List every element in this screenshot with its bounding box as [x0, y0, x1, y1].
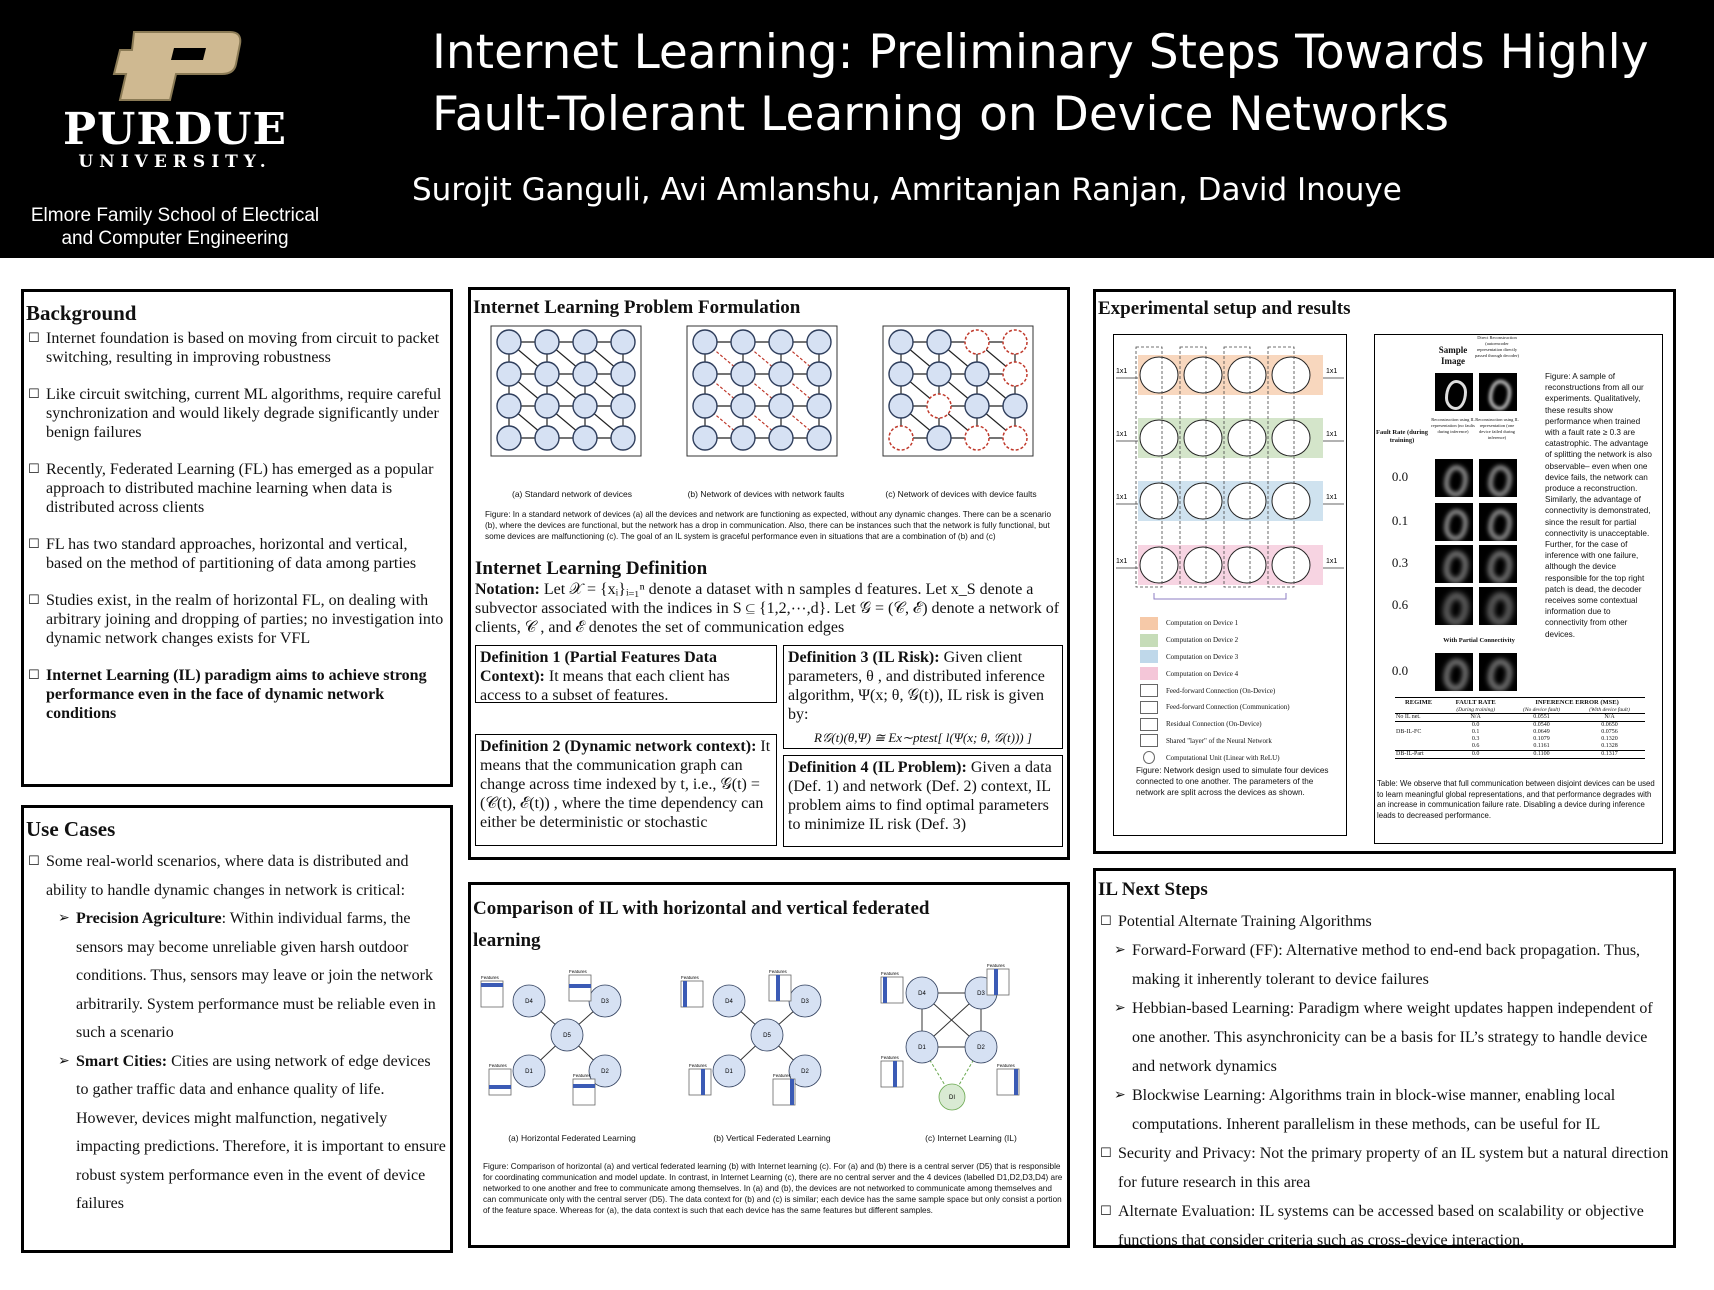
- io-label: 1x1: [1326, 558, 1338, 565]
- recon-image-no-fault: [1435, 653, 1473, 691]
- background-list: [28, 329, 446, 741]
- device-node: [965, 330, 989, 354]
- data-partition: [481, 983, 503, 987]
- figure-label: (a) Standard network of devices: [511, 489, 632, 499]
- use-cases-panel: [21, 805, 453, 1253]
- computational-unit: [1228, 357, 1266, 393]
- computational-unit: [1272, 547, 1310, 583]
- arrow-bullet-icon: ➢: [1114, 1088, 1126, 1103]
- arrow-bullet-icon: ➢: [1114, 943, 1126, 958]
- list-item-text: Blockwise Learning: Algorithms train in block-wise manner, enabling local computations. Inherent parallelism in these methods, can be useful for IL: [1132, 1087, 1616, 1133]
- checkbox-bullet-icon: ☐: [28, 668, 40, 683]
- legend-swatch: [1140, 684, 1158, 697]
- checkbox-bullet-icon: ☐: [28, 462, 40, 477]
- device-node: [535, 394, 559, 418]
- list-item-text: Forward-Forward (FF): Alternative method to end-end back propagation. Thus, making it inherently tolerant to device failures: [1132, 942, 1641, 988]
- background-heading: Background: [26, 301, 137, 325]
- reconstruction-figure: [1374, 334, 1663, 844]
- data-partition: [489, 1085, 511, 1089]
- legend-item: [1140, 716, 1340, 733]
- partial-connectivity-label: With Partial Connectivity: [1443, 637, 1515, 644]
- list-item: [1100, 1197, 1669, 1255]
- sample-image-label: Sample Image: [1438, 345, 1468, 366]
- table-cell: 0.1: [1471, 729, 1480, 735]
- table-cell: 0.3: [1471, 736, 1480, 742]
- table-cell: 0.0540: [1533, 722, 1550, 728]
- recon-device-label: Reconstruction using IL representation (one device failed during inference): [1475, 417, 1519, 440]
- experiments-panel: [1093, 289, 1676, 854]
- node-label: D2: [801, 1069, 809, 1075]
- definition-2-box: Definition 2 (Dynamic network context): It means that the communication graph can change across time indexed by t, i.e., 𝒢(t) = (𝒞(t), ℰ(t)) , where the time dependency can either be deterministic or stochastic: [475, 734, 777, 846]
- legend-label: Feed-forward Connection (On-Device): [1166, 686, 1276, 695]
- data-partition: [790, 1079, 794, 1105]
- digit-stroke: [1489, 510, 1511, 540]
- table-cell: 0.1317: [1574, 751, 1645, 759]
- list-item-text: Hebbian-based Learning: Paradigm where weight updates happen independent of one another. This asynchronicity can be a basis for IL’s strategy to handle device and network dynamics: [1132, 1000, 1653, 1075]
- digit-stroke: [1445, 466, 1467, 496]
- network-design-figure: [1113, 334, 1347, 836]
- computational-unit: [1140, 483, 1178, 519]
- data-partition: [776, 975, 780, 1001]
- node-label: D1: [525, 1069, 533, 1075]
- node-label: D3: [601, 999, 609, 1005]
- device-node: [1003, 394, 1027, 418]
- digit-stroke: [1445, 380, 1467, 410]
- header-banner: [0, 0, 1714, 258]
- formulation-panel: [468, 287, 1070, 860]
- recon-image-no-fault: [1435, 459, 1473, 497]
- device-node: [965, 394, 989, 418]
- device-node: [807, 394, 831, 418]
- device-node: [693, 330, 717, 354]
- device-node: [889, 330, 913, 354]
- figure-label: (c) Internet Learning (IL): [925, 1133, 1017, 1143]
- figure-label: (b) Vertical Federated Learning: [713, 1133, 831, 1143]
- device-node: [1003, 362, 1027, 386]
- recon-image-device-fault: [1479, 587, 1517, 625]
- table-cell: N/A: [1442, 714, 1509, 722]
- next-steps-list: [1100, 907, 1669, 1255]
- data-partition: [701, 1069, 705, 1095]
- notation-text: Notation: Let 𝒳 = {xᵢ}ᵢ₌₁ⁿ denote a dataset with n samples d features. Let x_S denote a subvector associated with the indices in S ⊆ {1,2,⋯,d}. Let 𝒢 = (𝒞, ℰ) denote a network of clients, 𝒞 , and ℰ denotes the set of communication edges: [475, 581, 1060, 636]
- device-node: [535, 362, 559, 386]
- computational-unit: [1184, 483, 1222, 519]
- definition-heading: Internet Learning Definition: [475, 558, 708, 579]
- device-node: [769, 330, 793, 354]
- features-label: Features: [481, 975, 499, 980]
- digit-stroke: [1489, 466, 1511, 496]
- list-item-text: Security and Privacy: Not the primary property of an IL system but a natural direction for future research in this area: [1118, 1145, 1669, 1191]
- table-cell: 0.0: [1442, 751, 1509, 759]
- node-label: D2: [977, 1045, 985, 1051]
- legend-swatch: [1140, 718, 1158, 731]
- legend-item: [1140, 682, 1340, 699]
- list-item: ☐ Studies exist, in the realm of horizontal FL, on dealing with arbitrary joining and dropping of parties; no investigation into dynamic network changes exists for VFL: [28, 592, 444, 647]
- computational-unit: [1272, 420, 1310, 456]
- definition-4-box: Definition 4 (IL Problem): Given a data (Def. 1) and network (Def. 2) context, IL problem aims to find optimal parameters to minimize IL risk (Def. 3): [783, 755, 1063, 847]
- list-item: ☐ Some real-world scenarios, where data is distributed and ability to handle dynamic changes in network is critical:: [28, 848, 446, 905]
- list-item: [1100, 994, 1669, 1081]
- comparison-figure-caption: Figure: Comparison of horizontal (a) and vertical federated learning (b) with Internet learning (c). For (a) and (b) there is a central server (D5) that is responsible for coordinating communication and model update. In contrast, in Internet Learning (c), there are no central server and the 4 devices (labelled D1,D2,D3,D4) are networked to one another and free to communicate among themselves. In (a) and (b), the devices are not networked to communicate among themselves and can communicate only with the central server (D5). The data context for (b) and (c) is similar; each device has the same sample space but only consist a portion of the feature space. Whereas for (a), the data context is such that each device has the same features but different samples.: [483, 1162, 1063, 1215]
- device-node: [927, 394, 951, 418]
- fault-rate-value: 0.0: [1391, 663, 1409, 678]
- checkbox-bullet-icon: ☐: [1100, 1146, 1112, 1161]
- table-cell: N/A: [1574, 714, 1645, 722]
- legend-item: [1140, 665, 1340, 682]
- features-label: Features: [689, 1063, 707, 1068]
- device-node: [769, 426, 793, 450]
- device-node: [769, 394, 793, 418]
- data-partition: [994, 969, 998, 995]
- legend-swatch: [1140, 650, 1158, 663]
- table-cell: 0.0650: [1601, 722, 1618, 728]
- recon-image-device-fault: [1479, 459, 1517, 497]
- table-header: REGIME: [1395, 698, 1442, 708]
- computational-unit: [1228, 547, 1266, 583]
- computational-unit: [1228, 483, 1266, 519]
- table-subheader: (During training): [1442, 707, 1509, 714]
- features-label: Features: [773, 1073, 791, 1078]
- next-steps-panel: [1093, 868, 1676, 1248]
- computational-unit: [1184, 420, 1222, 456]
- data-partition: [569, 984, 591, 988]
- arrow-bullet-icon: ➢: [58, 911, 70, 926]
- device-node: [573, 394, 597, 418]
- table-caption: Table: We observe that full communication between disjoint devices can be used to learn meaningful global representations, and that performance degrades with an increase in communication failure rate. Disabling a device during inference leads to decreased performance.: [1377, 779, 1655, 820]
- legend-label: Shared "layer" of the Neural Network: [1166, 736, 1272, 745]
- list-item: ☐ FL has two standard approaches, horizontal and vertical, based on the method of partitioning of data among parties: [28, 536, 417, 572]
- legend-swatch: [1140, 617, 1158, 630]
- device-node: [573, 362, 597, 386]
- features-label: Features: [489, 1063, 507, 1068]
- computational-unit: [1184, 547, 1222, 583]
- device-node: [611, 362, 635, 386]
- data-block: [881, 1061, 903, 1087]
- node-label: D5: [763, 1033, 771, 1039]
- features-label: Features: [881, 1055, 899, 1060]
- io-label: 1x1: [1326, 368, 1338, 375]
- table-cell: 0.0756: [1601, 729, 1618, 735]
- figure-label: (c) Network of devices with device faults: [885, 489, 1037, 499]
- device-node: [1003, 426, 1027, 450]
- table-row: [1395, 751, 1645, 759]
- io-label: 1x1: [1326, 494, 1338, 501]
- data-block: [573, 1079, 595, 1105]
- device-node: [497, 330, 521, 354]
- checkbox-bullet-icon: ☐: [28, 854, 40, 869]
- io-label: 1x1: [1116, 368, 1128, 375]
- legend-swatch: [1140, 701, 1158, 714]
- digit-stroke: [1489, 552, 1511, 582]
- device-node: [965, 426, 989, 450]
- table-row: [1395, 729, 1645, 736]
- digit-stroke: [1489, 380, 1511, 410]
- io-label: 1x1: [1116, 558, 1128, 565]
- comparison-heading: Comparison of IL with horizontal and vertical federated learning: [473, 898, 930, 951]
- node-label: D5: [563, 1033, 571, 1039]
- recon-image-no-fault: [1435, 503, 1473, 541]
- list-item: [1100, 936, 1669, 994]
- table-cell: 0.0649: [1533, 729, 1550, 735]
- list-item: ☐ Internet foundation is based on moving from circuit to packet switching, resulting in improving robustness: [28, 330, 440, 366]
- school-name: Elmore Family School of Electrical and Computer Engineering: [30, 205, 320, 249]
- list-item-text: Potential Alternate Training Algorithms: [1118, 913, 1372, 930]
- node-label: D4: [725, 999, 733, 1005]
- device-node: [927, 362, 951, 386]
- device-node: [807, 362, 831, 386]
- table-cell: DB-IL-FC: [1396, 729, 1422, 735]
- device-node: [731, 330, 755, 354]
- computational-unit: [1272, 357, 1310, 393]
- network-design-diagram: [1114, 335, 1346, 605]
- fault-rate-value: 0.6: [1391, 597, 1409, 612]
- checkbox-bullet-icon: ☐: [28, 537, 40, 552]
- device-node: [573, 426, 597, 450]
- list-item: ☐ Internet Learning (IL) paradigm aims to achieve strong performance even in the face of dynamic network conditions: [28, 667, 427, 722]
- device-node: [497, 394, 521, 418]
- device-node: [535, 330, 559, 354]
- node-label: D1: [918, 1045, 926, 1051]
- recon-partial-label: Reconstruction using IL representation (no faults during inference): [1431, 417, 1475, 434]
- checkbox-bullet-icon: ☐: [28, 331, 40, 346]
- device-node: [769, 362, 793, 386]
- table-header-row: [1395, 698, 1645, 708]
- checkbox-bullet-icon: ☐: [1100, 914, 1112, 929]
- digit-stroke: [1445, 660, 1467, 690]
- table-cell: [1395, 722, 1442, 730]
- device-node: [611, 330, 635, 354]
- data-block: [689, 1069, 711, 1095]
- data-partition: [573, 1084, 595, 1088]
- io-label: 1x1: [1326, 431, 1338, 438]
- device-node: [731, 362, 755, 386]
- list-item: ➢ Smart Cities: Cities are using network of edge devices to gather traffic data and enhance quality of life. However, devices might malfunction, negatively impacting predictions. Therefore, it is important to ensure robust system performance even in the event of device failures: [28, 1048, 446, 1219]
- comparison-panel: [468, 882, 1070, 1248]
- device-node: [497, 362, 521, 386]
- logo-university: UNIVERSITY.: [78, 152, 272, 172]
- computational-unit: [1140, 420, 1178, 456]
- table-cell: 0.1320: [1601, 736, 1618, 742]
- list-item: ☐ Like circuit switching, current ML algorithms, require careful synchronization and would likely degrade significantly under benign failures: [28, 386, 442, 441]
- device-node: [807, 330, 831, 354]
- data-partition: [683, 981, 687, 1007]
- table-cell: 0.0551: [1509, 714, 1574, 722]
- node-label: D4: [525, 999, 533, 1005]
- logo-wordmark: PURDUE: [62, 104, 288, 155]
- device-node: [889, 426, 913, 450]
- table-cell: [1395, 736, 1442, 743]
- legend-label: Computation on Device 1: [1166, 619, 1239, 628]
- io-label: 1x1: [1116, 494, 1128, 501]
- node-label: D4: [918, 991, 926, 997]
- legend-label: Computation on Device 4: [1166, 669, 1239, 678]
- features-label: Features: [987, 963, 1005, 968]
- recon-image-no-fault: [1435, 545, 1473, 583]
- features-label: Features: [681, 975, 699, 980]
- features-label: Features: [573, 1073, 591, 1078]
- features-label: Features: [769, 969, 787, 974]
- fault-rate-label: Fault Rate (during training): [1376, 429, 1428, 444]
- sample-digit-image: [1435, 373, 1473, 411]
- legend-item: [1140, 749, 1340, 766]
- device-node: [535, 426, 559, 450]
- direct-recon-label: Direct Reconstruction (autoencoder representation directly passed through decoder): [1475, 335, 1519, 358]
- digit-stroke: [1445, 594, 1467, 624]
- data-block: [489, 1069, 511, 1095]
- fault-rate-value: 0.1: [1391, 513, 1409, 528]
- recon-image-no-fault: [1435, 587, 1473, 625]
- arrow-bullet-icon: ➢: [1114, 1001, 1126, 1016]
- computational-unit: [1140, 357, 1178, 393]
- table-cell: 0.1328: [1574, 743, 1645, 751]
- table-subheader: (No device fault): [1509, 707, 1574, 714]
- table-cell: 0.1100: [1509, 751, 1574, 759]
- computational-unit: [1184, 357, 1222, 393]
- recon-image-device-fault: [1479, 545, 1517, 583]
- legend-item: [1140, 733, 1340, 750]
- data-partition: [883, 977, 887, 1003]
- legend-item: [1140, 699, 1340, 716]
- legend-label: Computational Unit (Linear with ReLU): [1166, 753, 1280, 762]
- direct-recon-image: [1479, 373, 1517, 411]
- definition-3-box: Definition 3 (IL Risk): Given client parameters, θ , and distributed inference algorithm, Ψ(x; θ, 𝒢(t)), IL risk is given by: R𝒢(t)(θ,Ψ) ≅ Ex∼ptest[ l(Ψ(x; θ, 𝒢(t))) ]: [783, 645, 1063, 749]
- data-partition: [893, 1061, 897, 1087]
- node-label: D1: [725, 1069, 733, 1075]
- computational-unit: [1140, 547, 1178, 583]
- next-steps-heading: IL Next Steps: [1098, 879, 1208, 900]
- recon-image-device-fault: [1479, 653, 1517, 691]
- table-cell: 0.6: [1442, 743, 1509, 751]
- legend-item: [1140, 615, 1340, 632]
- device-node: [731, 394, 755, 418]
- device-node: [889, 394, 913, 418]
- legend-swatch: [1140, 667, 1158, 680]
- device-node: [611, 426, 635, 450]
- device-node: [693, 394, 717, 418]
- checkbox-bullet-icon: ☐: [28, 593, 40, 608]
- digit-stroke: [1489, 660, 1511, 690]
- poster-authors: Surojit Ganguli, Avi Amlanshu, Amritanjan Ranjan, David Inouye: [412, 172, 1402, 208]
- reconstruction-caption: Figure: A sample of reconstructions from all our experiments. Qualitatively, these results show performance when trained with a fault rate ≥ 0.3 are catastrophic. The advantage of splitting the network is also observable– even when one device fails, the network can produce a reconstruction. Similarly, the advantage of connectivity is demonstrated, since the result for partial connectivity is unacceptable. Further, for the case of inference with one failure, although the device responsible for the top right patch is dead, the decoder receives some contextual information due to connectivity from other devices.: [1545, 372, 1652, 639]
- device-node: [497, 426, 521, 450]
- device-node: [693, 362, 717, 386]
- list-item: ☐ Recently, Federated Learning (FL) has emerged as a popular approach to distributed machine learning when data is distributed across clients: [28, 461, 434, 516]
- features-label: Features: [881, 971, 899, 976]
- checkbox-bullet-icon: ☐: [28, 387, 40, 402]
- table-cell: 0.1079: [1533, 736, 1550, 742]
- digit-stroke: [1489, 594, 1511, 624]
- table-subheader: (With device fault): [1574, 707, 1645, 714]
- list-item: [1100, 907, 1669, 936]
- checkbox-bullet-icon: ☐: [1100, 1204, 1112, 1219]
- fault-rate-value: 0.3: [1391, 555, 1409, 570]
- device-node: [807, 426, 831, 450]
- device-node: [889, 362, 913, 386]
- device-node: [731, 426, 755, 450]
- definition-1-box: Definition 1 (Partial Features Data Context): It means that each client has access to a subset of features.: [475, 645, 777, 703]
- table-row: [1395, 722, 1645, 730]
- table-row: [1395, 714, 1645, 722]
- background-panel: [21, 289, 453, 787]
- legend-swatch: [1140, 634, 1158, 647]
- list-item: ➢ Precision Agriculture: Within individual farms, the sensors may become unreliable given harsh outdoor conditions. Thus, sensors may leave or join the network arbitrarily. System performance must be reliable even in such a scenario: [28, 905, 446, 1048]
- device-node: [965, 362, 989, 386]
- table-header: INFERENCE ERROR (MSE): [1509, 698, 1645, 708]
- computational-unit: [1228, 420, 1266, 456]
- recon-image-device-fault: [1479, 503, 1517, 541]
- legend-item: [1140, 649, 1340, 666]
- features-label: Features: [569, 969, 587, 974]
- node-label: D3: [801, 999, 809, 1005]
- device-node: [927, 426, 951, 450]
- table-row: [1395, 743, 1645, 751]
- table-cell: [1395, 743, 1442, 751]
- data-partition: [1014, 1069, 1018, 1095]
- legend-label: Residual Connection (On-Device): [1166, 720, 1262, 729]
- network-legend: [1140, 615, 1340, 766]
- residual-bracket: [1154, 593, 1286, 599]
- device-node: [573, 330, 597, 354]
- list-item: [1100, 1081, 1669, 1139]
- fault-rate-value: 0.0: [1391, 469, 1409, 484]
- node-label: D2: [601, 1069, 609, 1075]
- experiments-heading: Experimental setup and results: [1098, 298, 1351, 319]
- node-label: D3: [977, 991, 985, 997]
- table-row: [1395, 736, 1645, 743]
- figure-label: (b) Network of devices with network faults: [687, 489, 845, 499]
- table-cell: No IL net.: [1395, 714, 1442, 722]
- node-label: DI: [949, 1095, 955, 1101]
- table-header: FAULT RATE: [1442, 698, 1509, 708]
- network-grid-figures: [491, 326, 1051, 461]
- network-figure-caption: Figure: Network design used to simulate four devices connected to one another. The parameters of the network are split across the devices as shown.: [1136, 766, 1329, 797]
- io-label: 1x1: [1116, 431, 1128, 438]
- poster-title: Internet Learning: Preliminary Steps Towards Highly Fault-Tolerant Learning on Device Networks: [432, 25, 1649, 142]
- use-cases-heading: Use Cases: [26, 817, 116, 841]
- list-item: [1100, 1139, 1669, 1197]
- federated-comparison-figures: [477, 963, 1067, 1119]
- computational-unit: [1272, 483, 1310, 519]
- risk-formula: R𝒢(t)(θ,Ψ) ≅ Ex∼ptest[ l(Ψ(x; θ, 𝒢(t))) ]: [814, 730, 1032, 745]
- use-cases-list: [28, 848, 446, 1219]
- legend-label: Computation on Device 3: [1166, 652, 1239, 661]
- purdue-p-logo-icon: [112, 30, 242, 102]
- arrow-bullet-icon: ➢: [58, 1053, 70, 1069]
- figure-label: (a) Horizontal Federated Learning: [508, 1133, 636, 1143]
- table-cell: 0.0: [1471, 722, 1480, 728]
- legend-swatch: [1140, 734, 1158, 747]
- legend-label: Feed-forward Connection (Communication): [1166, 703, 1290, 712]
- device-node: [927, 330, 951, 354]
- legend-label: Computation on Device 2: [1166, 636, 1239, 645]
- formulation-heading: Internet Learning Problem Formulation: [473, 297, 801, 318]
- features-label: Features: [997, 1063, 1015, 1068]
- table-cell: DB-IL-Part: [1395, 751, 1442, 759]
- legend-item: [1140, 632, 1340, 649]
- table-cell: 0.1161: [1509, 743, 1574, 751]
- device-node: [693, 426, 717, 450]
- digit-stroke: [1445, 510, 1467, 540]
- list-item-text: Alternate Evaluation: IL systems can be accessed based on scalability or objective functions that consider criteria such as cross-device interaction.: [1118, 1203, 1644, 1249]
- device-node: [611, 394, 635, 418]
- legend-swatch: [1143, 751, 1155, 764]
- mse-results-table: [1395, 697, 1645, 759]
- digit-stroke: [1445, 552, 1467, 582]
- formulation-figure-caption: Figure: In a standard network of devices (a) all the devices and network are functioning as expected, without any dynamic changes. There can be a scenario (b), where the devices are functional, but the network has a drop in communication. Also, there can be instances such that the network is fully functional, but some devices are malfunctioning (c). The goal of an IL system is graceful performance even in situations that are a combination of (b) and (c): [485, 510, 1052, 541]
- device-node: [1003, 330, 1027, 354]
